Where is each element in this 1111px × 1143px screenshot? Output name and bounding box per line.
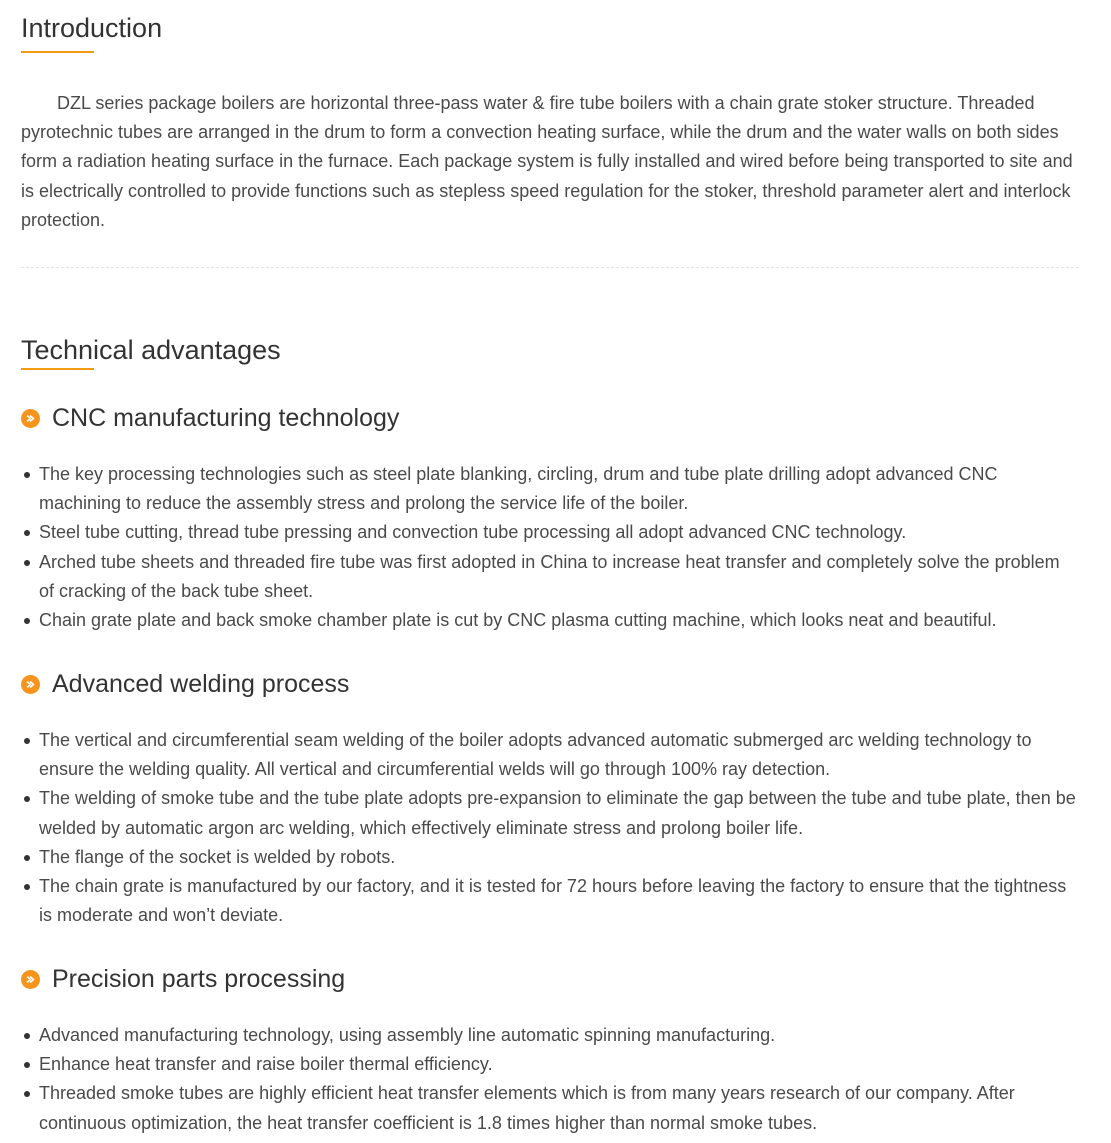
list-item-text: The key processing technologies such as steel plate blanking, circling, drum and tube plate drilling adopt advanced CNC machining to reduce the assembly stress and prolong the service life of the boiler. — [39, 464, 998, 514]
cnc-bullet-list — [21, 460, 1079, 635]
precision-bullet-list — [21, 1021, 1079, 1138]
list-item-text: Threaded smoke tubes are highly efficient heat transfer elements which is from many years research of our company. After continuous optimization, the heat transfer coefficient is 1.8 times higher than normal smoke tubes. — [39, 1083, 1015, 1133]
list-item — [21, 548, 1079, 606]
list-item — [21, 843, 1079, 872]
list-item-text: The flange of the socket is welded by robots. — [39, 846, 396, 867]
subsection-heading-label: Precision parts processing — [52, 965, 346, 993]
list-item-text: Advanced manufacturing technology, using assembly line automatic spinning manufacturing. — [39, 1025, 776, 1045]
advantages-title: Technical advantages — [21, 335, 281, 365]
bullet-dot-icon — [24, 472, 30, 478]
list-item-text: Chain grate plate and back smoke chamber plate is cut by CNC plasma cutting machine, which looks neat and beautiful. — [39, 610, 997, 631]
list-item — [21, 726, 1079, 784]
advantages-title-underline — [21, 368, 94, 370]
list-item — [21, 606, 1079, 635]
bullet-dot-icon — [24, 796, 30, 802]
intro-paragraph: DZL series package boilers are horizontal three-pass water & fire tube boilers with a chain grate stoker structure. Threaded pyrotechnic tubes are arranged in the drum to form a convection heating surface, while the drum and the water walls on both sides form a radiation heating surface in the furnace. Each package system is fully installed and wired before being transported to site and is electrically controlled to provide functions such as stepless speed regulation for the stoker, threshold parameter alert and interlock protection. — [21, 93, 1073, 230]
list-item — [21, 1079, 1079, 1137]
welding-bullet-list — [21, 726, 1079, 930]
list-item — [21, 784, 1079, 842]
list-item-text: The welding of smoke tube and the tube plate adopts pre-expansion to eliminate the gap between the tube and tube plate, then be welded by automatic argon arc welding, which effectively eliminate stress and prolong boiler life. — [39, 788, 1076, 838]
list-item-text: The chain grate is manufactured by our factory, and it is tested for 72 hours before leaving the factory to ensure that the tightness is moderate and won’t deviate. — [39, 876, 1067, 926]
list-item-text: Arched tube sheets and threaded fire tube was first adopted in China to increase heat transfer and completely solve the problem of cracking of the back tube sheet. — [39, 551, 1060, 601]
subsection-heading-precision — [21, 963, 345, 995]
bullet-dot-icon — [24, 855, 30, 861]
bullet-dot-icon — [24, 530, 30, 536]
bullet-dot-icon — [24, 884, 30, 890]
bullet-dot-icon — [24, 1033, 30, 1039]
bullet-dot-icon — [24, 560, 30, 566]
bullet-dot-icon — [24, 1062, 30, 1068]
list-item — [21, 460, 1079, 518]
list-item — [21, 518, 1079, 547]
list-item-text: The vertical and circumferential seam welding of the boiler adopts advanced automatic submerged arc welding technology to ensure the welding quality. All vertical and circumferential welds will go through 100% ray detection. — [39, 730, 1032, 780]
list-item — [21, 872, 1079, 930]
list-item-text: Enhance heat transfer and raise boiler thermal efficiency. — [39, 1054, 493, 1075]
subsection-heading-label: Advanced welding process — [52, 670, 350, 698]
subsection-heading-label: CNC manufacturing technology — [52, 404, 400, 432]
subsection-heading-cnc — [21, 402, 399, 434]
list-item — [21, 1050, 1079, 1079]
list-item-text: Steel tube cutting, thread tube pressing and convection tube processing all adopt advanced CNC technology. — [39, 522, 907, 543]
bullet-dot-icon — [24, 618, 30, 624]
chevron-circle-icon — [21, 409, 40, 428]
bullet-dot-icon — [24, 1091, 30, 1097]
intro-title: Introduction — [21, 13, 163, 43]
bullet-dot-icon — [24, 738, 30, 744]
list-item — [21, 1021, 1079, 1050]
subsection-heading-welding — [21, 668, 349, 700]
chevron-circle-icon — [21, 970, 40, 989]
chevron-circle-icon — [21, 675, 40, 694]
intro-title-underline — [21, 51, 94, 53]
section-divider — [21, 267, 1079, 268]
